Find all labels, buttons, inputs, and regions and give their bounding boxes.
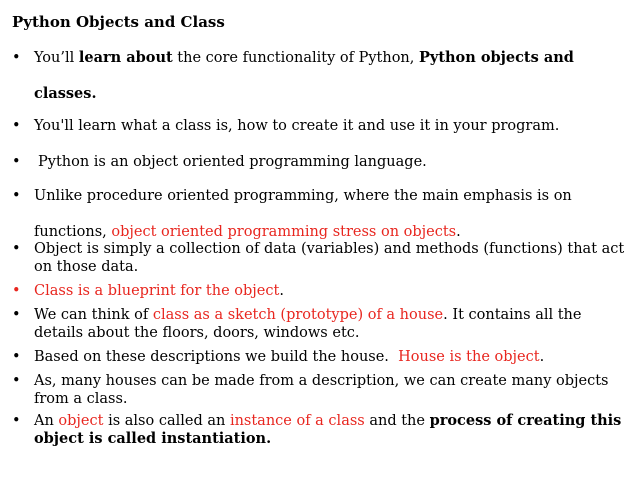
text-run: Based on these descriptions we build the house. — [34, 349, 399, 365]
bullet-item — [12, 240, 626, 276]
text-run: . It contains all the details about the floors, doors, windows etc. — [34, 307, 582, 341]
text-run: and the — [364, 413, 430, 429]
bullet-text — [34, 40, 628, 112]
bullet-text — [34, 348, 628, 366]
bold-text: Python objects and classes. — [34, 49, 574, 102]
text-run: You'll learn what a class is, how to create it and use it in your program. — [34, 118, 560, 134]
bullet-text — [34, 282, 628, 300]
bullet-text — [34, 240, 628, 276]
text-run: is also called an — [103, 413, 230, 429]
bullet-dot: • — [12, 373, 21, 389]
highlighted-text: Class is a blueprint for the object — [34, 283, 280, 299]
bullet-dot: • — [12, 241, 21, 257]
highlighted-text: object oriented programming stress on objects — [111, 224, 457, 240]
highlighted-text: instance of a class — [229, 413, 365, 429]
bullet-item — [12, 108, 626, 144]
bold-text: learn about — [78, 49, 173, 66]
text-run: Python is an object oriented programming language. — [38, 154, 427, 170]
bullet-dot: • — [12, 283, 21, 299]
slide-title: Python Objects and Class — [12, 13, 225, 31]
bullet-text — [34, 108, 628, 144]
bullet-dot: • — [12, 307, 21, 323]
text-run: Object is simply a collection of data (variables) and methods (functions) that act on those data. — [34, 241, 625, 275]
bullet-dot: • — [12, 50, 21, 66]
bold-text: process of creating this object is called instantiation. — [34, 412, 622, 447]
bullet-dot: • — [12, 349, 21, 365]
bullet-item — [12, 282, 626, 300]
text-run: An — [34, 413, 59, 429]
text-run: the core functionality of Python, — [172, 50, 419, 66]
bullet-item — [12, 40, 626, 112]
bullet-dot: • — [12, 154, 21, 170]
text-run: Unlike procedure oriented programming, where the main emphasis is on functions, — [34, 188, 572, 240]
text-run: . — [279, 283, 284, 299]
highlighted-text: House is the object — [398, 349, 540, 365]
bullet-dot: • — [12, 118, 21, 134]
bullet-text — [34, 372, 628, 408]
bullet-text — [34, 412, 628, 448]
bullet-item — [12, 306, 626, 342]
bullet-item — [12, 372, 626, 408]
bullet-item — [12, 144, 626, 180]
bullet-item — [12, 348, 626, 366]
bullet-dot: • — [12, 413, 21, 429]
text-run: We can think of — [34, 307, 153, 323]
bullet-text — [34, 306, 628, 342]
text-run: . — [456, 224, 461, 240]
text-run: As, many houses can be made from a description, we can create many objects from a class. — [34, 373, 609, 407]
bullet-dot: • — [12, 188, 21, 204]
highlighted-text: object — [58, 413, 104, 429]
bullet-item — [12, 412, 626, 452]
bullet-text — [34, 144, 632, 180]
text-run: . — [539, 349, 545, 365]
text-run: You’ll — [34, 50, 79, 66]
highlighted-text: class as a sketch (prototype) of a house — [152, 307, 444, 323]
